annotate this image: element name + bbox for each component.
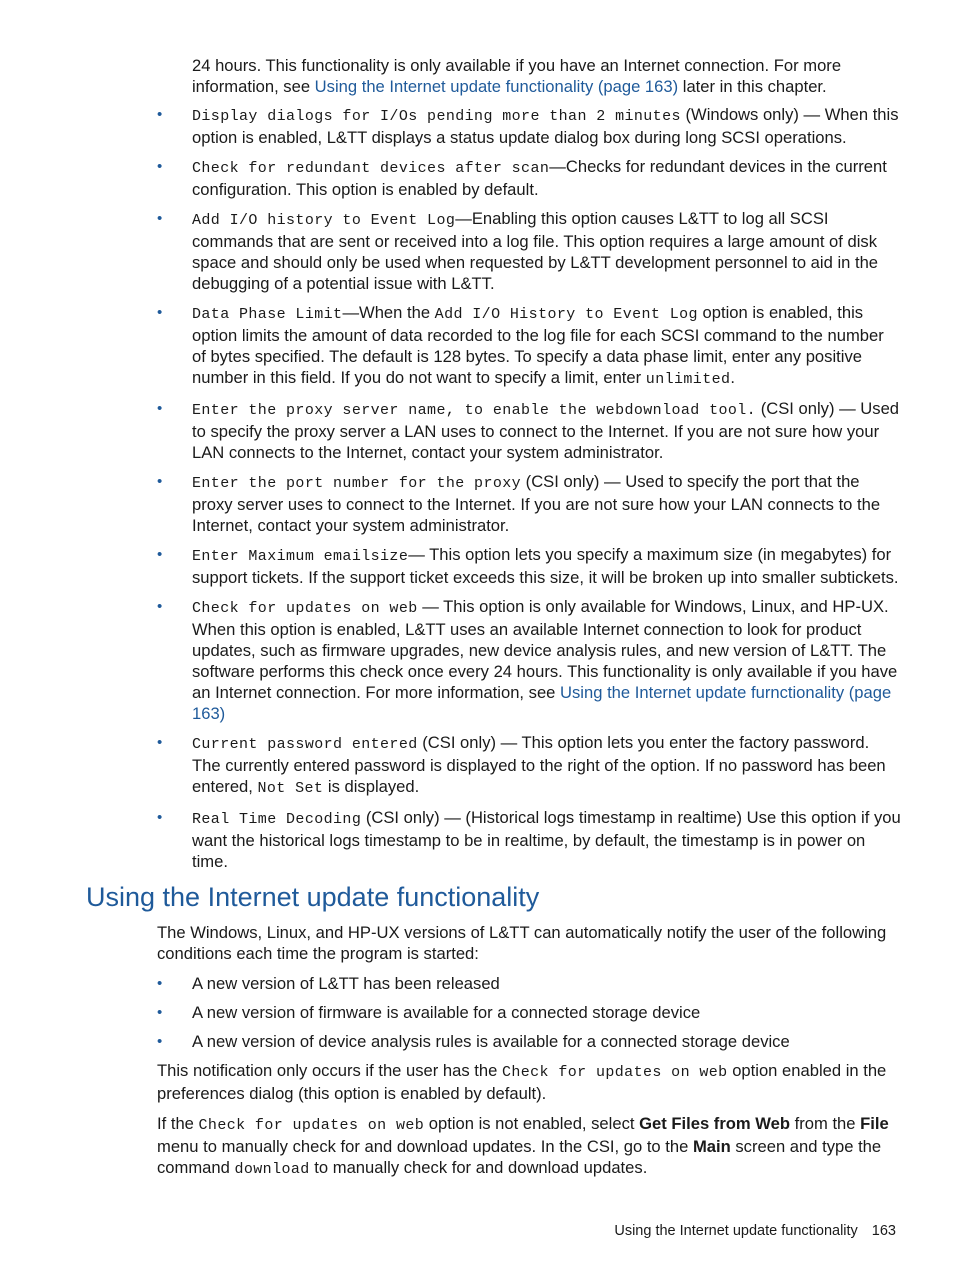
text: If the (157, 1114, 199, 1133)
option-code: Check for redundant devices after scan (192, 160, 550, 177)
text: to manually check for and download updates. (309, 1158, 648, 1177)
option-code: Enter the port number for the proxy (192, 475, 522, 492)
bullet-icon: • (157, 473, 163, 490)
list-item (157, 1031, 902, 1052)
inline-code: Not Set (257, 780, 324, 797)
list-text: A new version of firmware is available for a connected storage device (192, 1003, 701, 1022)
list-item (157, 471, 902, 536)
bullet-icon: • (157, 546, 163, 563)
text: This notification only occurs if the user has the (157, 1061, 502, 1080)
page-footer (614, 1221, 896, 1242)
menu-file: File (860, 1114, 889, 1133)
option-desc: (CSI only) — (Historical logs timestamp in realtime) Use this option if you want the historical logs timestamp to be in realtime, by default, the timestamp is in power on time. (192, 808, 901, 871)
inline-code: Add I/O History to Event Log (434, 306, 698, 323)
option-code: Real Time Decoding (192, 811, 362, 828)
option-code: Display dialogs for I/Os pending more than 2 minutes (192, 108, 681, 125)
option-desc: . (730, 368, 736, 387)
option-code: Add I/O history to Event Log (192, 212, 456, 229)
list-item (157, 596, 902, 724)
option-desc: —Enabling this option causes L&TT to log all SCSI commands that are sent or received into a log file. This option requires a large amount of disk space and should only be used when requested by L&TT development personnel to aid in the debugging of a potential issue with L&TT. (192, 209, 879, 293)
bullet-icon: • (157, 304, 163, 321)
option-code: Check for updates on web (192, 600, 418, 617)
list-item (157, 208, 902, 294)
text: later in this chapter. (678, 77, 827, 96)
bullet-icon: • (157, 210, 163, 227)
list-item (157, 544, 902, 588)
option-desc: (CSI only) — Used to specify the proxy server a LAN uses to connect to the Internet. If you are not sure how your LAN connects to the Internet, contact your system administrator. (192, 399, 900, 462)
option-desc: option is enabled, this option limits the amount of data recorded to the log file for each SCSI command to the number of bytes specified. The default is 128 bytes. To specify a data phase limit, enter any positive number in this field. If you do not want to specify a limit, enter (192, 303, 884, 387)
option-desc: — This option is only available for Windows, Linux, and HP-UX. When this option is enabled, L&TT uses an available Internet connection to look for product updates, such as firmware upgrades, new device analysis rules, and new version of L&TT. The software performs this check once every 24 hours. This functionality is only available if you have an Internet connection. For more information, see (192, 597, 898, 702)
inline-code: download (234, 1161, 310, 1178)
menu-item-get-files: Get Files from Web (639, 1114, 791, 1133)
option-code: Enter Maximum emailsize (192, 548, 409, 565)
option-code: Current password entered (192, 736, 418, 753)
list-text: A new version of L&TT has been released (192, 974, 500, 993)
manual-update-paragraph (157, 1113, 902, 1180)
option-desc: —When the (342, 303, 435, 322)
text: from the (790, 1114, 861, 1133)
internet-update-link[interactable]: Using the Internet update furnctionality (page 163) (192, 683, 892, 723)
list-item (157, 398, 902, 463)
inline-code: unlimited (645, 371, 731, 388)
list-item (157, 732, 902, 799)
bullet-icon: • (157, 1004, 163, 1021)
bullet-icon: • (157, 158, 163, 175)
screen-main: Main (692, 1137, 731, 1156)
section-intro: The Windows, Linux, and HP-UX versions of L&TT can automatically notify the user of the following conditions each time the program is started: (157, 923, 887, 963)
text: option is not enabled, select (424, 1114, 640, 1133)
list-item (157, 973, 902, 994)
bullet-icon: • (157, 598, 163, 615)
options-bullet-list (157, 104, 902, 872)
inline-code: Check for updates on web (501, 1064, 728, 1081)
section-heading: Using the Internet update functionality (86, 882, 540, 912)
text: screen and type the command (157, 1137, 882, 1177)
option-desc: (CSI only) — This option lets you enter the factory password. The currently entered password is displayed to the right of the option. If no password has been entered, (192, 733, 886, 796)
list-item (157, 104, 902, 148)
list-item (157, 1002, 902, 1023)
option-desc: —Checks for redundant devices in the current configuration. This option is enabled by default. (192, 157, 887, 199)
bullet-icon: • (157, 734, 163, 751)
list-text: A new version of device analysis rules is available for a connected storage device (192, 1032, 790, 1051)
option-desc: (Windows only) — When this option is enabled, L&TT displays a status update dialog box during long SCSI operations. (192, 105, 899, 147)
option-code: Data Phase Limit (192, 306, 343, 323)
list-item (157, 302, 902, 390)
option-desc: is displayed. (323, 777, 420, 796)
continuation-paragraph (192, 55, 902, 97)
bullet-icon: • (157, 400, 163, 417)
text: menu to manually check for and download updates. In the CSI, go to the (157, 1137, 693, 1156)
text: 24 hours. This functionality is only available if you have an Internet connection. For more information, see (192, 56, 842, 96)
inline-code: Check for updates on web (198, 1117, 425, 1134)
footer-title: Using the Internet update functionality (614, 1223, 858, 1239)
page-number: 163 (871, 1223, 896, 1239)
bullet-icon: • (157, 975, 163, 992)
page-content (86, 55, 902, 1189)
bullet-icon: • (157, 1033, 163, 1050)
list-item (157, 807, 902, 872)
bullet-icon: • (157, 106, 163, 123)
option-desc: (CSI only) — Used to specify the port that the proxy server uses to connect to the Internet. If you are not sure how your LAN connects to the Internet, contact your system administrator. (192, 472, 881, 535)
option-desc: — This option lets you specify a maximum size (in megabytes) for support tickets. If the support ticket exceeds this size, it will be broken up into smaller subtickets. (192, 545, 899, 587)
text: option enabled in the preferences dialog (this option is enabled by default). (157, 1061, 887, 1103)
list-item (157, 156, 902, 200)
option-code: Enter the proxy server name, to enable the webdownload tool. (192, 402, 757, 419)
internet-update-link[interactable]: Using the Internet update functionality (page 163) (314, 77, 679, 96)
notification-paragraph (157, 1060, 902, 1104)
bullet-icon: • (157, 809, 163, 826)
notification-list (157, 973, 902, 1052)
